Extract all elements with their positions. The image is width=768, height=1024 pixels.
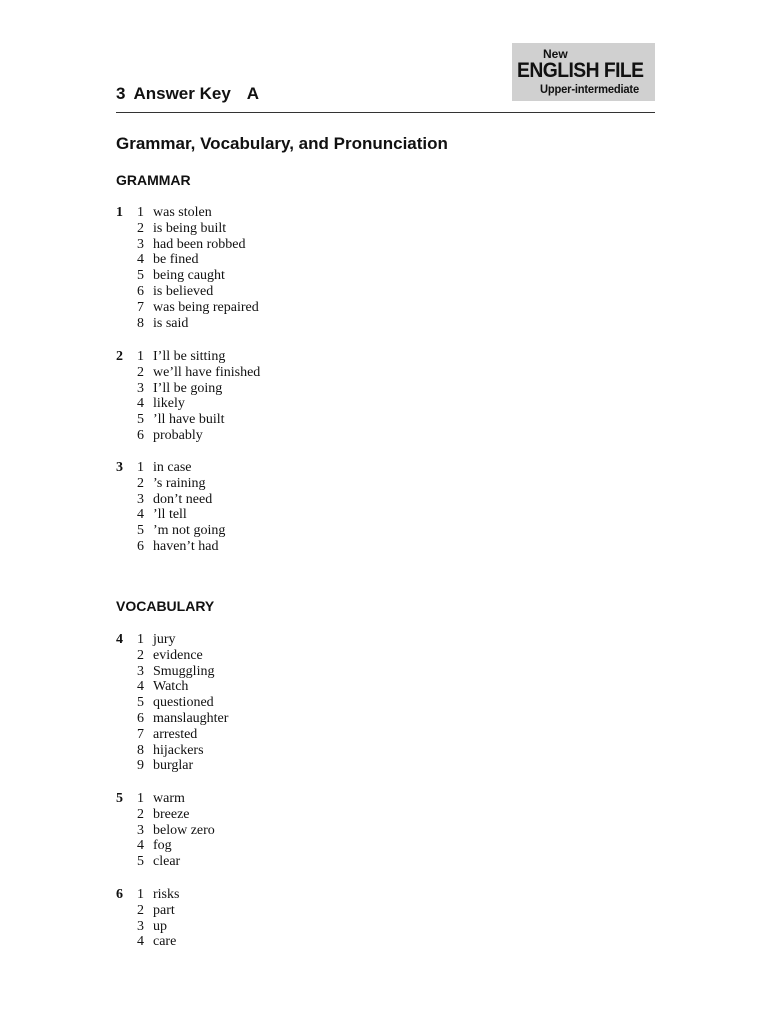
item-number: 1 (137, 460, 144, 475)
item-number: 2 (137, 647, 144, 663)
item-number: 3 (137, 822, 144, 838)
item-number: 6 (137, 427, 144, 443)
exercise-number: 2 (116, 349, 123, 364)
answer-text: was stolen (153, 205, 212, 220)
answer-text: warm (153, 791, 185, 806)
logo-english-file: ENGLISH FILE (517, 59, 644, 82)
item-number: 4 (137, 679, 144, 695)
item-number: 8 (137, 315, 144, 331)
answer-text: manslaughter (153, 710, 229, 726)
item-number: 4 (137, 507, 144, 523)
item-number: 7 (137, 299, 144, 315)
answer-text: I’ll be going (153, 380, 223, 396)
answer-text: in case (153, 460, 192, 475)
answer-text: ’s raining (153, 475, 206, 491)
answer-text: is being built (153, 220, 227, 236)
answer-text: being caught (153, 268, 225, 284)
answer-text: haven’t had (153, 538, 219, 554)
answer-text: likely (153, 396, 185, 412)
answer-text: was being repaired (153, 299, 259, 315)
item-number: 2 (137, 902, 144, 918)
answer-text: probably (153, 427, 203, 443)
answer-text: risks (153, 887, 180, 902)
item-number: 3 (137, 663, 144, 679)
answer-text: Watch (153, 679, 189, 695)
exercise-number: 5 (116, 791, 123, 806)
item-number: 3 (137, 380, 144, 396)
answer-key-title (116, 84, 259, 104)
answer-text: be fined (153, 252, 199, 268)
item-number: 4 (137, 396, 144, 412)
item-number: 7 (137, 726, 144, 742)
item-number: 9 (137, 758, 144, 774)
english-file-logo (512, 43, 655, 101)
answer-text: had been robbed (153, 236, 246, 252)
item-number: 6 (137, 538, 144, 554)
item-number: 2 (137, 364, 144, 380)
answer-text: ’ll have built (153, 412, 225, 428)
answer-text: hijackers (153, 742, 204, 758)
unit-number: 3 (116, 84, 126, 103)
answer-text: is said (153, 315, 189, 331)
item-number: 1 (137, 205, 144, 220)
answer-text: up (153, 918, 167, 934)
answer-text: questioned (153, 695, 214, 711)
exercise-number: 6 (116, 887, 123, 902)
answer-text: Smuggling (153, 663, 215, 679)
answer-text: arrested (153, 726, 198, 742)
answer-text: we’ll have finished (153, 364, 261, 380)
answer-text: part (153, 902, 175, 918)
item-number: 1 (137, 791, 144, 806)
version-label: A (246, 84, 260, 103)
answer-text: below zero (153, 822, 215, 838)
item-number: 2 (137, 220, 144, 236)
answer-key-label: Answer Key (133, 84, 231, 103)
logo-level: Upper-intermediate (540, 82, 639, 96)
item-number: 5 (137, 412, 144, 428)
item-number: 3 (137, 236, 144, 252)
answer-text: ’ll tell (153, 507, 187, 523)
grammar-heading: GRAMMAR (116, 172, 191, 188)
answer-text: fog (153, 838, 172, 854)
item-number: 2 (137, 475, 144, 491)
item-number: 1 (137, 632, 144, 647)
item-number: 3 (137, 918, 144, 934)
answer-text: jury (153, 632, 176, 647)
item-number: 5 (137, 268, 144, 284)
answer-text: care (153, 934, 177, 950)
item-number: 1 (137, 887, 144, 902)
item-number: 4 (137, 838, 144, 854)
exercise-number: 1 (116, 205, 123, 220)
section-title: Grammar, Vocabulary, and Pronunciation (116, 134, 448, 153)
item-number: 4 (137, 252, 144, 268)
item-number: 6 (137, 283, 144, 299)
logo-new: New (543, 47, 568, 61)
answer-text: I’ll be sitting (153, 349, 226, 364)
answer-text: evidence (153, 647, 203, 663)
item-number: 1 (137, 349, 144, 364)
answer-text: is believed (153, 283, 214, 299)
answer-text: breeze (153, 806, 190, 822)
vocabulary-heading: VOCABULARY (116, 598, 215, 614)
answer-text: burglar (153, 758, 194, 774)
exercise-number: 4 (116, 632, 123, 647)
item-number: 6 (137, 710, 144, 726)
item-number: 5 (137, 523, 144, 539)
item-number: 5 (137, 695, 144, 711)
item-number: 5 (137, 854, 144, 870)
header-rule (116, 112, 655, 113)
answer-text: clear (153, 854, 181, 870)
answer-text: don’t need (153, 491, 213, 507)
answer-text: ’m not going (153, 523, 226, 539)
item-number: 8 (137, 742, 144, 758)
exercise-number: 3 (116, 460, 123, 475)
item-number: 4 (137, 934, 144, 950)
item-number: 2 (137, 806, 144, 822)
item-number: 3 (137, 491, 144, 507)
